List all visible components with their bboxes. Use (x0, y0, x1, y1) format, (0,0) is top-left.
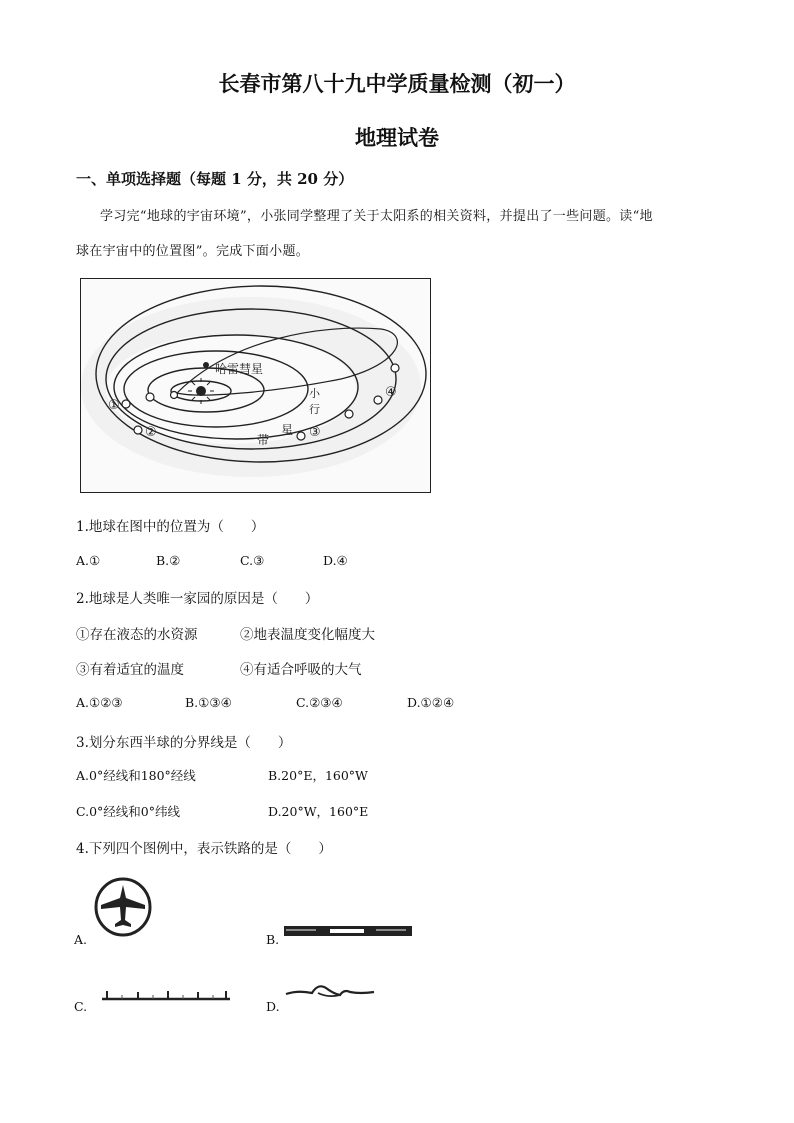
intro-line-2: 球在宇宙中的位置图”。完成下面小题。 (76, 244, 310, 259)
q3-option-a[interactable]: A.0°经线和180°经线 (76, 768, 196, 783)
river-lake-icon (284, 980, 378, 1004)
q2-statement-3: ③有着适宜的温度 (76, 662, 184, 678)
section-heading: 一、单项选择题（每题 1 分，共 20 分） (76, 170, 354, 188)
marker-4: ④ (385, 385, 397, 400)
asteroid-label-bottom2: 星 (281, 423, 294, 437)
question-4-stem: 4.下列四个图例中，表示铁路的是（ ） (76, 841, 332, 857)
q3-option-c[interactable]: C.0°经线和0°纬线 (76, 804, 180, 819)
planet-saturn (345, 410, 353, 418)
q4-option-b[interactable]: B. (266, 932, 280, 947)
marker-2: ② (145, 425, 157, 440)
q3-option-b[interactable]: B.20°E，160°W (268, 768, 368, 783)
planet-jupiter (297, 432, 305, 440)
solar-system-diagram (81, 279, 430, 492)
double-line-icon (284, 924, 414, 938)
planet-pos2 (134, 426, 142, 434)
page-subtitle: 地理试卷 (355, 125, 439, 150)
q2-option-c[interactable]: C.②③④ (296, 695, 343, 710)
solar-system-figure (80, 278, 431, 493)
airport-icon (94, 876, 154, 938)
asteroid-label-bottom1: 带 (257, 433, 270, 447)
q3-option-d[interactable]: D.20°W，160°E (268, 804, 369, 819)
planet-neptune (391, 364, 399, 372)
page-title: 长春市第八十九中学质量检测（初一） (218, 71, 576, 96)
q1-option-b[interactable]: B.② (156, 553, 181, 568)
ticked-line-icon (102, 987, 232, 1003)
q2-option-a[interactable]: A.①②③ (76, 695, 123, 710)
question-1-stem: 1.地球在图中的位置为（ ） (76, 519, 265, 535)
q1-option-c[interactable]: C.③ (240, 553, 265, 568)
planet-uranus (374, 396, 382, 404)
comet-head (203, 362, 209, 368)
q2-statement-1: ①存在液态的水资源 (76, 627, 198, 643)
planet-inner (171, 392, 178, 399)
q2-option-b[interactable]: B.①③④ (185, 695, 232, 710)
q1-option-a[interactable]: A.① (76, 553, 101, 568)
q4-option-a[interactable]: A. (74, 932, 88, 947)
q4-option-c[interactable]: C. (74, 999, 88, 1014)
q1-option-d[interactable]: D.④ (323, 553, 348, 568)
q4-option-d[interactable]: D. (266, 999, 280, 1014)
asteroid-label-mid: 行 (309, 403, 320, 416)
question-2-stem: 2.地球是人类唯一家园的原因是（ ） (76, 591, 319, 607)
marker-1: ① (108, 398, 120, 413)
comet-label: 哈雷彗星 (215, 362, 264, 376)
intro-line-1: 学习完“地球的宇宙环境”，小张同学整理了关于太阳系的相关资料，并提出了一些问题。读“地 (100, 209, 653, 224)
question-3-stem: 3.划分东西半球的分界线是（ ） (76, 735, 292, 751)
marker-3: ③ (309, 425, 321, 440)
asteroid-label-top: 小 (309, 387, 320, 400)
sun (196, 386, 206, 396)
planet-venus (146, 393, 154, 401)
q2-option-d[interactable]: D.①②④ (407, 695, 455, 710)
planet-pos1 (122, 400, 130, 408)
q2-statement-4: ④有适合呼吸的大气 (240, 662, 362, 678)
q2-statement-2: ②地表温度变化幅度大 (240, 627, 375, 643)
